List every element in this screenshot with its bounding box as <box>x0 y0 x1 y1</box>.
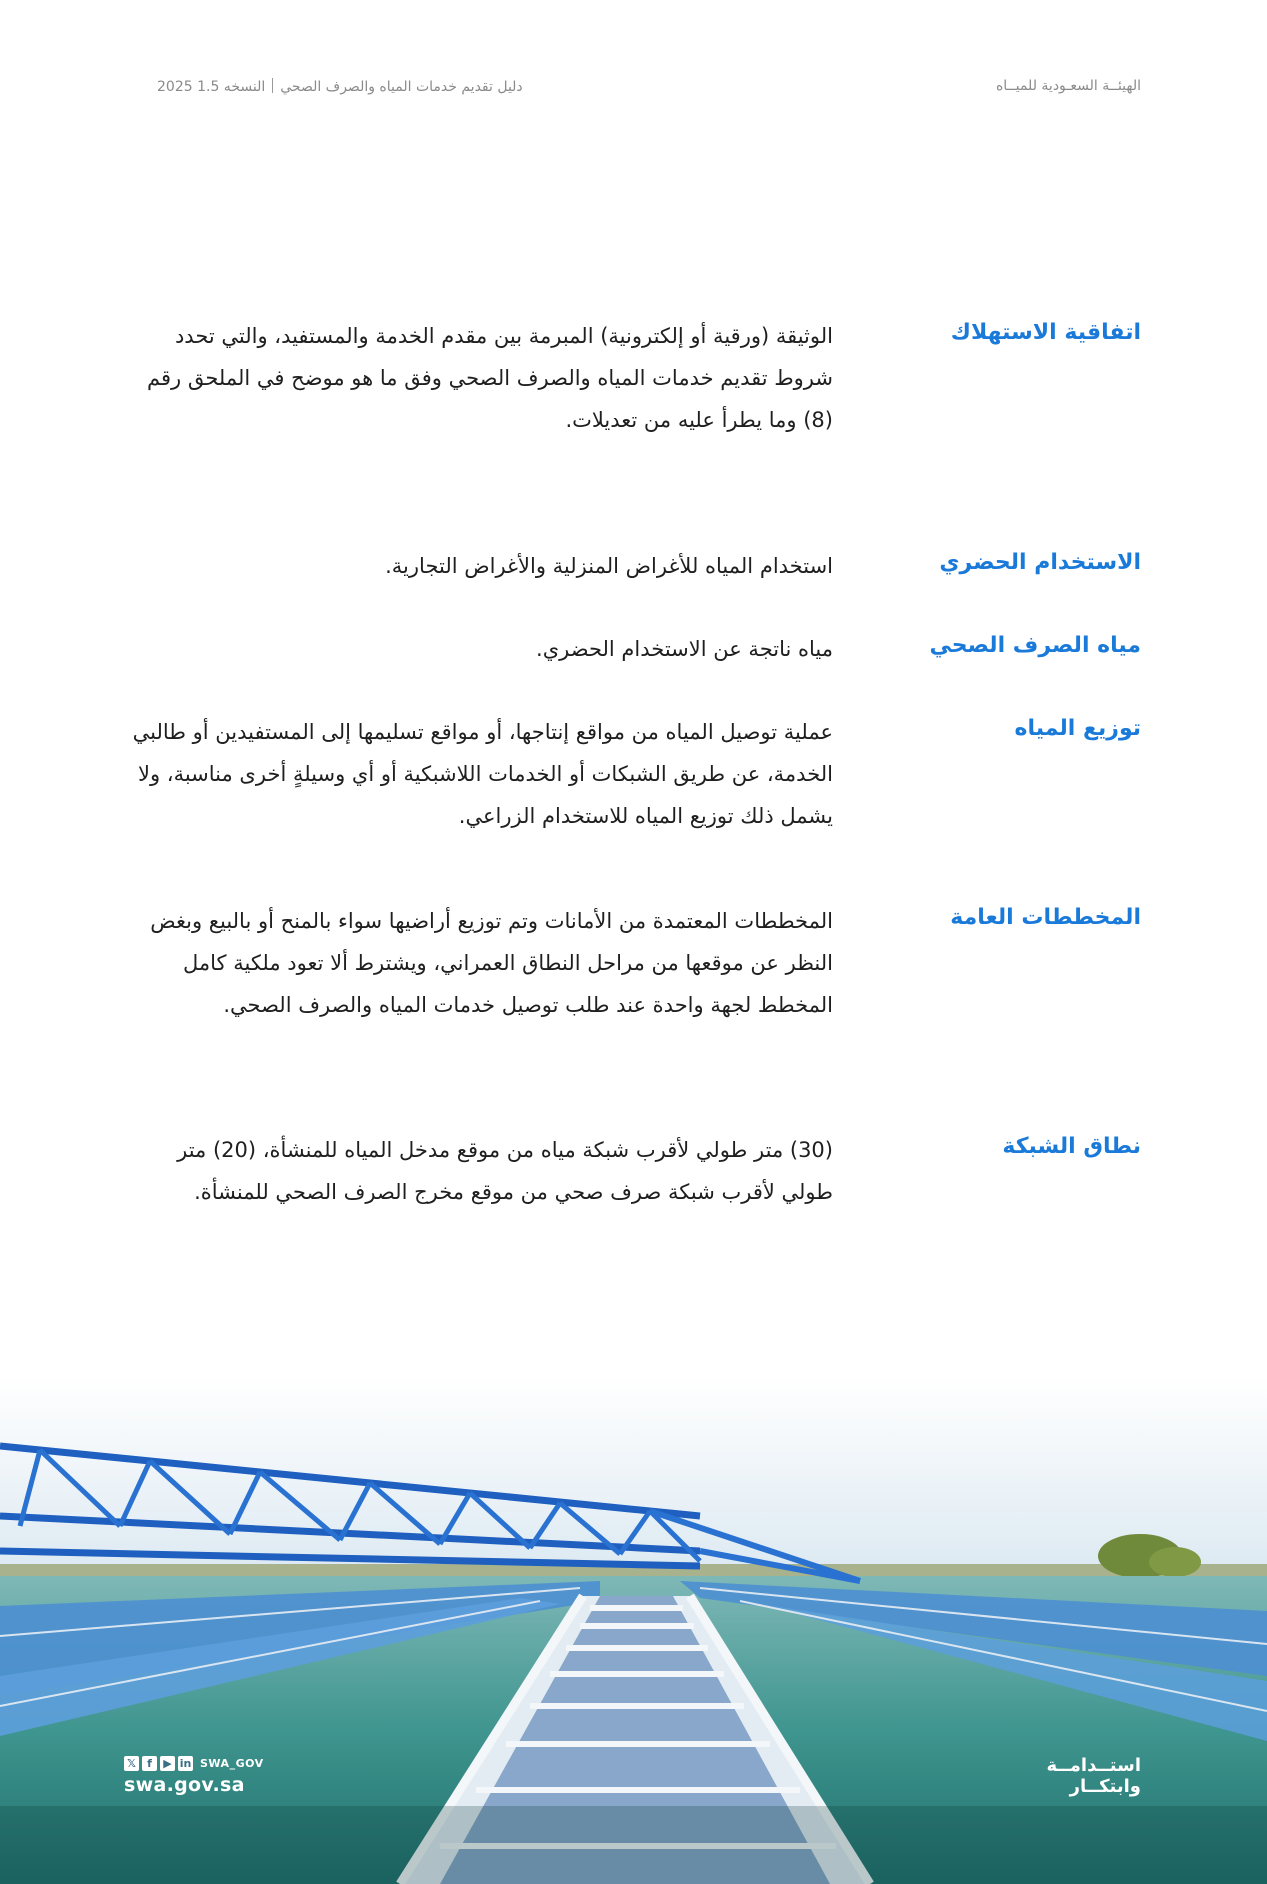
linkedin-icon[interactable]: in <box>179 1756 192 1770</box>
footer-slogan <box>1047 1755 1141 1797</box>
header-separator <box>272 78 273 93</box>
footer-left <box>124 1755 264 1796</box>
term-general-plans: المخططات العامة <box>950 905 1141 930</box>
header-version: النسخه 1.5 2025 <box>157 79 266 95</box>
slogan-line-2: وابتكــار <box>1069 1776 1141 1797</box>
term-sewage-water: مياه الصرف الصحي <box>929 633 1141 658</box>
page-header <box>157 78 1141 102</box>
term-urban-use: الاستخدام الحضري <box>939 550 1141 575</box>
definition-urban-use: استخدام المياه للأغراض المنزلية والأغراض التجارية. <box>385 554 833 578</box>
definition-water-distribution: عملية توصيل المياه من مواقع إنتاجها، أو مواقع تسليمها إلى المستفيدين أو طالبي الخدمة، عن طريق الشبكات أو الخدمات اللاشبكية أو أي وسيلةٍ أخرى مناسبة، ولا يشمل ذلك توزيع المياه للاستخدام الزراعي. <box>132 720 833 828</box>
social-handle: SWA_GOV <box>200 1756 264 1770</box>
youtube-icon[interactable]: ▶ <box>160 1756 175 1771</box>
term-consumption-agreement: اتفاقية الاستهلاك <box>950 320 1141 345</box>
website-link[interactable]: swa.gov.sa <box>124 1774 245 1796</box>
social-links <box>124 1755 264 1771</box>
header-doc-info <box>157 78 523 95</box>
header-org-name: الهيئــة السعـودية للميــاه <box>995 78 1141 94</box>
definition-general-plans: المخططات المعتمدة من الأمانات وتم توزيع أراضيها سواء بالمنح أو بالبيع وبغض النظر عن موقعها من مراحل النطاق العمراني، ويشترط ألا تعود ملكية كامل المخطط لجهة واحدة عند طلب توصيل خدمات المياه والصرف الصحي. <box>150 909 833 1017</box>
header-doc-title: دليل تقديم خدمات المياه والصرف الصحي <box>280 79 523 95</box>
term-network-scope: نطاق الشبكة <box>1002 1134 1141 1159</box>
definition-sewage-water: مياه ناتجة عن الاستخدام الحضري. <box>536 637 833 661</box>
definition-network-scope: (30) متر طولي لأقرب شبكة مياه من موقع مدخل المياه للمنشأة، (20) متر طولي لأقرب شبكة صرف صحي من موقع مخرج الصرف الصحي للمنشأة. <box>177 1138 833 1204</box>
term-water-distribution: توزيع المياه <box>1014 716 1141 741</box>
slogan-line-1: استــدامــة <box>1046 1755 1141 1776</box>
water-treatment-plant-photo <box>0 1376 1267 1884</box>
facebook-icon[interactable]: f <box>142 1756 157 1771</box>
x-icon[interactable]: 𝕏 <box>124 1756 139 1771</box>
definition-consumption-agreement: الوثيقة (ورقية أو إلكترونية) المبرمة بين مقدم الخدمة والمستفيد، والتي تحدد شروط تقديم خدمات المياه والصرف الصحي وفق ما هو موضح في الملحق رقم (8) وما يطرأ عليه من تعديلات. <box>147 324 833 432</box>
